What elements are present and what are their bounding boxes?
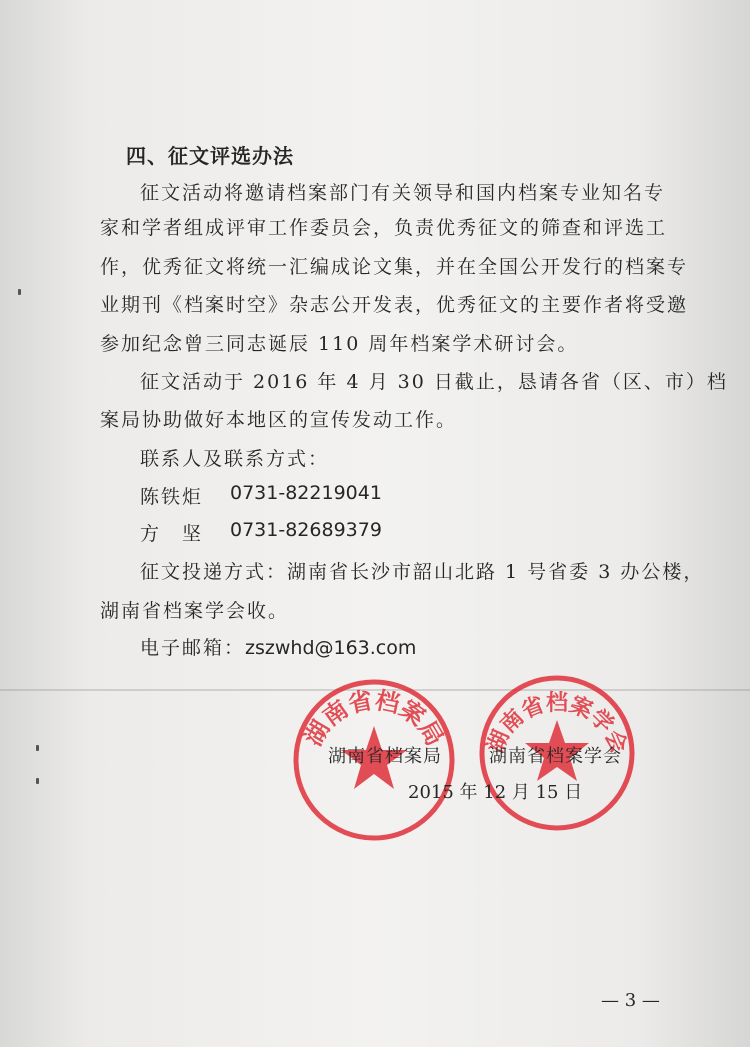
punch-mark bbox=[18, 289, 21, 295]
contacts-label: 联系人及联系方式： bbox=[140, 448, 330, 470]
contact-phone: 0731-82219041 bbox=[230, 482, 382, 504]
submission-line: 征文投递方式：湖南省长沙市韶山北路 1 号省委 3 办公楼， bbox=[140, 561, 705, 583]
contact-row bbox=[140, 482, 382, 509]
contact-name: 方 坚 bbox=[140, 523, 204, 545]
document-date: 2015 年 12 月 15 日 bbox=[408, 782, 583, 803]
paragraph1-line: 征文活动将邀请档案部门有关领导和国内档案专业知名专 bbox=[140, 182, 666, 204]
paragraph1-line: 家和学者组成评审工作委员会，负责优秀征文的筛查和评选工 bbox=[100, 217, 668, 239]
contact-name: 陈铁炬 bbox=[140, 486, 204, 508]
paragraph1-line: 参加纪念曾三同志诞辰 110 周年档案学术研讨会。 bbox=[100, 333, 579, 355]
contact-phone: 0731-82689379 bbox=[230, 519, 382, 541]
email-row bbox=[140, 633, 416, 660]
paragraph1-line: 作，优秀征文将统一汇编成论文集，并在全国公开发行的档案专 bbox=[100, 256, 689, 278]
punch-mark bbox=[36, 745, 39, 751]
paragraph2-line: 征文活动于 2016 年 4 月 30 日截止，恳请各省（区、市）档 bbox=[140, 371, 728, 393]
signature-org-1: 湖南省档案局 bbox=[328, 746, 442, 767]
paragraph2-line: 案局协助做好本地区的宣传发动工作。 bbox=[100, 409, 458, 431]
paragraph1-line: 业期刊《档案时空》杂志公开发表，优秀征文的主要作者将受邀 bbox=[100, 294, 689, 316]
page-number: — 3 — bbox=[601, 990, 660, 1011]
contact-row bbox=[140, 519, 382, 546]
section-heading: 四、征文评选办法 bbox=[126, 144, 294, 168]
submission-line: 湖南省档案学会收。 bbox=[100, 600, 290, 622]
signature-org-2: 湖南省档案学会 bbox=[489, 746, 622, 767]
email-value: zszwhd@163.com bbox=[245, 637, 417, 659]
seal1-text: 湖南省档案局 bbox=[299, 686, 449, 751]
punch-mark bbox=[36, 778, 39, 784]
email-label: 电子邮箱： bbox=[140, 637, 246, 659]
seal2-text: 湖南省档案学会 bbox=[482, 691, 632, 757]
